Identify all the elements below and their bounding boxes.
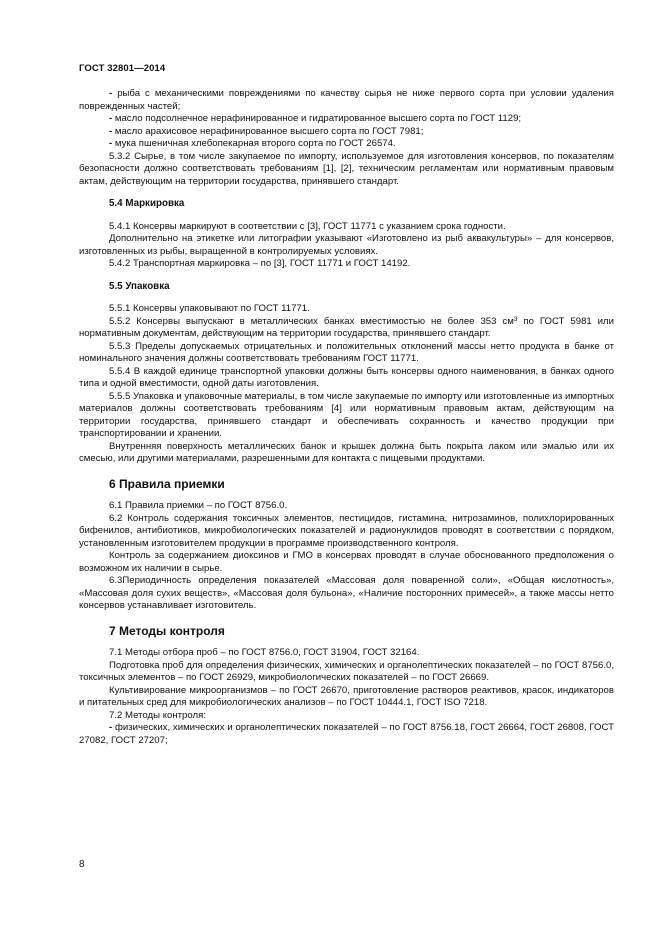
paragraph: 6.2 Контроль содержания токсичных элементов, пестицидов, гистамина, нитрозаминов, полихлорированных бифенилов, антибиотиков, микробиологических показателей и радионуклидов проводят в соответствии с порядком, установленным изготовителем продукции в программе производственного контроля. bbox=[79, 512, 614, 549]
list-item: - физических, химических и органолептических показателей – по ГОСТ 8756.18, ГОСТ 26664, ГОСТ 26808, ГОСТ 27082, ГОСТ 27207; bbox=[79, 722, 614, 746]
paragraph: Подготовка проб для определения физических, химических и органолептических показателей – по ГОСТ 8756.0, токсичных элементов – по ГОСТ 26929, микробиологических показателей – по ГОСТ 26669. bbox=[79, 659, 614, 683]
list-item: - рыба с механическими повреждениями по качеству сырья не ниже первого сорта при условии удаления поврежденных частей; bbox=[79, 88, 614, 112]
paragraph: 5.4.2 Транспортная маркировка – по [3], ГОСТ 11771 и ГОСТ 14192. bbox=[109, 258, 411, 269]
paragraph: 5.4.1 Консервы маркируют в соответствии с [3], ГОСТ 11771 с указанием срока годности. bbox=[109, 220, 506, 232]
list-item: - масло подсолнечное нерафинированное и гидратированное высшего сорта по ГОСТ 1129; bbox=[109, 113, 522, 124]
chapter-heading: 7 Методы контроля bbox=[109, 623, 225, 638]
paragraph: Внутренняя поверхность металлических банок и крышек должна быть покрыта лаком или эмалью или их смесью, или другими материалами, разрешенными для контакта с пищевыми продуктами. bbox=[79, 440, 614, 464]
section-heading: 5.5 Упаковка bbox=[109, 280, 170, 292]
paragraph: 7.2 Методы контроля: bbox=[109, 709, 206, 721]
paragraph: Культивирование микроорганизмов – по ГОСТ 26670, приготовление растворов реактивов, красок, индикаторов и питательных сред для микробиологических анализов – по ГОСТ 10444.1, ГОСТ ISO 7218. bbox=[79, 684, 614, 708]
paragraph: 5.5.5 Упаковка и упаковочные материалы, в том числе закупаемые по импорту или изготовленные из импортных материалов должны соответствовать требованиям [4] или нормативным правовым актам, действующим на территории государства, принявшего стандарт и обеспечивать сохранность и качество продукции при транспортировании и хранении. bbox=[79, 390, 614, 439]
paragraph: 5.5.4 В каждой единице транспортной упаковки должны быть консервы одного наименования, в банках одного типа и одной вместимости, одной даты изготовления. bbox=[79, 365, 614, 389]
section-heading: 5.4 Маркировка bbox=[109, 198, 185, 209]
paragraph: 5.5.2 Консервы выпускают в металлических банках вместимостью не более 353 $см^3$ по ГОСТ 5981 или нормативным документам, действующим на территории государства, принявшего стандарт. bbox=[79, 315, 614, 339]
paragraph: 6.1 Правила приемки – по ГОСТ 8756.0. bbox=[109, 500, 288, 511]
list-item: - мука пшеничная хлебопекарная второго сорта по ГОСТ 26574. bbox=[109, 138, 396, 149]
paragraph: Контроль за содержанием диоксинов и ГМО в консервах проводят в случае обоснованного предположения о возможном их наличии в сырье. bbox=[79, 550, 614, 574]
chapter-heading: 6 Правила приемки bbox=[109, 476, 225, 491]
document-body bbox=[79, 88, 614, 747]
paragraph: 5.5.3 Пределы допускаемых отрицательных и положительных отклонений массы нетто продукта в банке от номинального значения должны соответствовать требованиям ГОСТ 11771. bbox=[79, 340, 614, 364]
paragraph: 7.1 Методы отбора проб – по ГОСТ 8756.0, ГОСТ 31904, ГОСТ 32164. bbox=[109, 647, 420, 658]
list-item: - масло арахисовое нерафинированное высшего сорта по ГОСТ 7981; bbox=[109, 125, 424, 137]
paragraph: 5.5.1 Консервы упаковывают по ГОСТ 11771. bbox=[109, 303, 310, 314]
paragraph: Дополнительно на этикетке или литографии указывают «Изготовлено из рыб аквакультуры» – для консервов, изготовленных из рыбы, выращенной в контролируемых условиях. bbox=[79, 233, 614, 257]
paragraph: 5.3.2 Сырье, в том числе закупаемое по импорту, используемое для изготовления консервов, по показателям безопасности должно соответствовать требованиям [1], [2], техническим регламентам или нормативным правовым актам, действующим на территории государства, принявшего стандарт. bbox=[79, 150, 614, 187]
page-number: 8 bbox=[79, 859, 85, 870]
document-header: ГОСТ 32801—2014 bbox=[79, 63, 166, 74]
paragraph: 6.3Периодичность определения показателей «Массовая доля поваренной соли», «Общая кислотность», «Массовая доля сухих веществ», «Массовая доля бульона», «Наличие посторонних примесей», а также массы нетто консервов устанавливает изготовитель. bbox=[79, 575, 614, 611]
